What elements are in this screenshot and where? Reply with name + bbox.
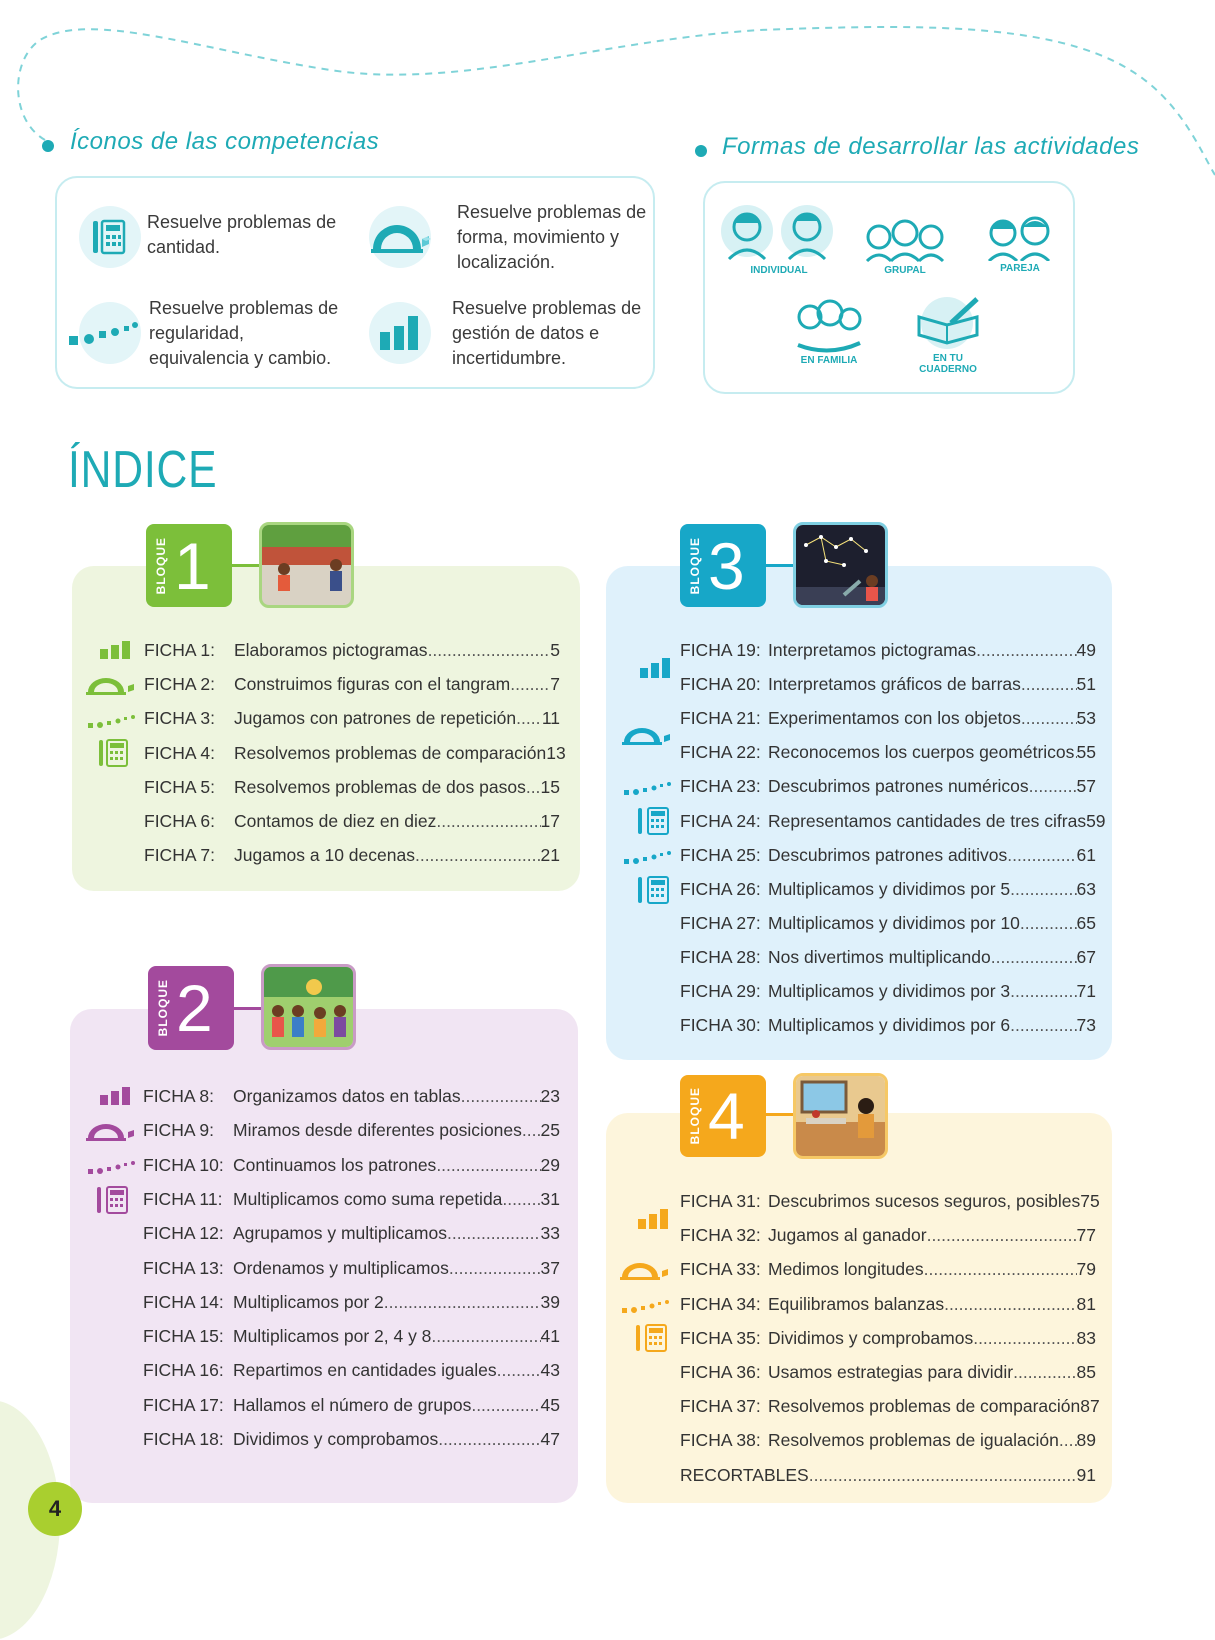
dot-leader — [1010, 1014, 1076, 1036]
ficha-title: Interpretamos pictogramas — [768, 640, 977, 660]
pattern-dots-icon — [624, 780, 676, 801]
ficha-label: FICHA 38: — [680, 1430, 761, 1451]
page-ref: 77 — [1076, 1225, 1096, 1246]
protractor-icon — [622, 726, 676, 751]
index-row — [144, 810, 560, 832]
ficha-label: FICHA 26: — [680, 878, 761, 899]
index-row — [680, 844, 1096, 866]
bar-chart-icon — [640, 658, 672, 683]
page-ref: 75 — [1080, 1191, 1100, 1211]
ficha-label: FICHA 2: — [144, 674, 215, 695]
ficha-label: FICHA 36: — [680, 1362, 761, 1382]
bloque-number: 1 — [174, 528, 211, 603]
dot-leader — [415, 844, 541, 866]
page-number: 4 — [28, 1482, 82, 1536]
ficha-title: Jugamos con patrones de repetición — [234, 708, 517, 729]
ficha-title: Dividimos y comprobamos — [233, 1429, 439, 1449]
ficha-title: Repartimos en cantidades iguales — [233, 1360, 497, 1381]
competencia-cantidad: Resuelve problemas de cantidad. — [147, 212, 337, 257]
index-row — [680, 1190, 1100, 1212]
pareja-figure — [983, 209, 1057, 274]
index-row — [143, 1222, 560, 1244]
index-row — [680, 1293, 1096, 1315]
ficha-title: Medimos longitudes — [768, 1259, 924, 1280]
bloque-label: BLOQUE — [688, 536, 702, 595]
index-row — [680, 1224, 1096, 1246]
calculator-icon — [638, 806, 674, 841]
page-ref: 13 — [546, 742, 566, 763]
page-ref: 45 — [540, 1394, 560, 1415]
index-row — [680, 1327, 1096, 1349]
index-row — [680, 775, 1096, 797]
index-row — [680, 673, 1096, 695]
ficha-title: Elaboramos pictogramas — [234, 640, 428, 660]
ficha-label: FICHA 9: — [143, 1120, 214, 1141]
calculator-icon — [97, 1185, 133, 1220]
bullet-dot — [42, 140, 54, 152]
ficha-label: FICHA 11: — [143, 1188, 223, 1209]
forma-cuaderno: EN TU CUADERNO — [919, 353, 977, 375]
dot-leader — [461, 1085, 541, 1107]
familia-figure — [793, 295, 865, 366]
page-ref: 53 — [1076, 708, 1096, 729]
index-row — [143, 1257, 560, 1279]
ficha-label: FICHA 6: — [144, 811, 215, 831]
page-ref: 81 — [1076, 1293, 1096, 1314]
ficha-title: Organizamos datos en tablas — [233, 1086, 461, 1106]
page-ref: 39 — [540, 1291, 560, 1312]
dot-leader — [1059, 1429, 1077, 1451]
page-ref: 31 — [540, 1188, 560, 1209]
dot-leader — [1020, 912, 1077, 934]
calculator-icon — [99, 738, 131, 773]
dot-leader — [384, 1291, 541, 1313]
ficha-label: FICHA 15: — [143, 1326, 224, 1347]
ficha-title: Contamos de diez en diez — [234, 811, 437, 831]
ficha-label: FICHA 21: — [680, 708, 761, 729]
badge-connector — [766, 1113, 794, 1116]
ficha-title: Resolvemos problemas de dos pasos — [234, 776, 526, 797]
ficha-label: FICHA 19: — [680, 640, 761, 660]
dot-leader — [510, 673, 550, 695]
dot-leader — [438, 1428, 540, 1450]
bloque-number: 3 — [708, 528, 745, 603]
forma-individual: INDIVIDUAL — [750, 265, 808, 276]
page-ref: 55 — [1076, 742, 1096, 763]
formas-title: Formas de desarrollar las actividades — [722, 133, 1140, 160]
ficha-title: Dividimos y comprobamos — [768, 1327, 974, 1348]
dot-leader — [502, 1188, 540, 1210]
index-row — [143, 1428, 560, 1450]
cuaderno-figure — [905, 295, 991, 375]
dot-leader — [516, 707, 542, 729]
pair-icon — [985, 209, 1055, 261]
ficha-title: Agrupamos y multiplicamos — [233, 1223, 447, 1244]
bloque-number: 2 — [176, 971, 213, 1045]
ficha-label: FICHA 5: — [144, 776, 215, 797]
page-ref: 11 — [541, 708, 560, 729]
dot-leader — [526, 776, 541, 798]
index-row — [143, 1154, 560, 1176]
ficha-title: Continuamos los patrones — [233, 1154, 437, 1175]
ficha-title: Resolvemos problemas de comparación — [234, 742, 547, 763]
ficha-title: Descubrimos patrones numéricos — [768, 776, 1029, 797]
ficha-title: Nos divertimos multiplicando — [768, 946, 991, 967]
dot-leader — [1010, 980, 1076, 1002]
ficha-title: Hallamos el número de grupos — [233, 1394, 472, 1415]
ficha-title: Representamos cantidades de tres cifras — [768, 810, 1087, 831]
page-ref: 5 — [550, 640, 560, 660]
ficha-label: FICHA 17: — [143, 1394, 224, 1415]
bloque-1-thumbnail — [259, 522, 354, 608]
bloque-3-badge — [680, 524, 766, 607]
forma-pareja: PAREJA — [1000, 263, 1040, 274]
page-ref: 71 — [1076, 981, 1096, 1001]
dot-leader — [924, 1258, 1077, 1280]
family-icon — [794, 295, 864, 353]
dot-leader — [991, 946, 1077, 968]
protractor-icon — [369, 206, 431, 268]
ficha-label: FICHA 4: — [144, 742, 215, 763]
ficha-title: Multiplicamos por 2 — [233, 1291, 384, 1312]
index-row — [144, 776, 560, 798]
dot-leader — [1021, 673, 1077, 695]
badge-connector — [766, 564, 794, 567]
index-row — [680, 912, 1096, 934]
ficha-label: FICHA 8: — [143, 1086, 214, 1106]
forma-familia: EN FAMILIA — [800, 355, 858, 366]
ficha-title: Descubrimos patrones aditivos — [768, 844, 1008, 865]
page-ref: 29 — [540, 1154, 560, 1175]
page-ref: 87 — [1080, 1396, 1100, 1417]
index-row — [680, 1258, 1096, 1280]
index-row — [144, 844, 560, 866]
bullet-dot — [695, 145, 707, 157]
competencia-datos: Resuelve problemas de gestión de datos e incertidumbre. — [452, 298, 642, 368]
page-ref: 83 — [1076, 1327, 1096, 1348]
ficha-label: FICHA 24: — [680, 810, 761, 831]
bloque-label: BLOQUE — [688, 1087, 702, 1145]
grupal-figure — [865, 213, 945, 276]
dot-leader — [1007, 844, 1076, 866]
index-row — [680, 707, 1096, 729]
index-row — [144, 639, 560, 661]
index-row — [680, 1361, 1096, 1383]
individual-figure — [719, 201, 839, 276]
page-ref: 43 — [540, 1360, 560, 1381]
dot-leader — [809, 1464, 1077, 1486]
ficha-title: Construimos figuras con el tangram — [234, 674, 511, 695]
dot-leader — [428, 639, 551, 661]
calculator-icon — [638, 875, 674, 910]
page-ref: 65 — [1076, 912, 1096, 933]
page-ref: 67 — [1076, 946, 1096, 967]
ficha-title: Interpretamos gráficos de barras — [768, 674, 1021, 695]
ficha-title: Experimentamos con los objetos — [768, 708, 1021, 729]
badge-connector — [232, 564, 260, 567]
ficha-label: FICHA 7: — [144, 845, 215, 866]
dot-leader — [447, 1222, 541, 1244]
bloque-1-badge — [146, 524, 232, 607]
notebook-icon — [911, 295, 985, 351]
dot-leader — [449, 1257, 541, 1279]
page-ref: 25 — [540, 1120, 560, 1141]
index-row — [143, 1325, 560, 1347]
ficha-label: FICHA 25: — [680, 844, 761, 865]
pattern-dots-icon — [79, 302, 141, 364]
ficha-label: FICHA 16: — [143, 1360, 224, 1381]
ficha-title: Multiplicamos por 2, 4 y 8 — [233, 1326, 432, 1347]
ficha-title: Multiplicamos y dividimos por 3 — [768, 981, 1011, 1001]
ficha-label: FICHA 29: — [680, 981, 761, 1001]
index-row — [680, 1014, 1096, 1036]
competencia-forma: Resuelve problemas de forma, movimiento y localización. — [457, 202, 647, 272]
page-ref: 51 — [1076, 674, 1096, 695]
ficha-title: Resolvemos problemas de comparación — [768, 1396, 1081, 1417]
dot-leader — [1021, 707, 1077, 729]
ficha-label: RECORTABLES — [680, 1464, 809, 1485]
ficha-title: Jugamos al ganador — [768, 1225, 927, 1246]
protractor-icon — [86, 1122, 140, 1147]
page-ref: 63 — [1076, 878, 1096, 899]
bar-chart-icon — [100, 641, 132, 664]
page-ref: 73 — [1076, 1015, 1096, 1036]
pattern-dots-icon — [88, 1159, 140, 1180]
index-row — [143, 1394, 560, 1416]
bar-chart-icon — [638, 1209, 670, 1234]
bar-chart-icon — [100, 1087, 132, 1110]
ficha-label: FICHA 31: — [680, 1191, 761, 1211]
forma-grupal: GRUPAL — [884, 265, 926, 276]
page-ref: 89 — [1076, 1430, 1096, 1451]
ficha-label: FICHA 18: — [143, 1429, 224, 1449]
page-ref: 17 — [540, 811, 560, 831]
index-row — [680, 980, 1096, 1002]
ficha-label: FICHA 35: — [680, 1327, 761, 1348]
dot-leader — [471, 1394, 540, 1416]
ficha-label: FICHA 37: — [680, 1396, 761, 1417]
ficha-title: Multiplicamos y dividimos por 5 — [768, 878, 1011, 899]
page-ref: 41 — [540, 1326, 560, 1347]
page-ref: 21 — [540, 845, 560, 866]
page-ref: 49 — [1076, 640, 1096, 660]
bar-chart-icon — [369, 302, 431, 364]
bloque-number: 4 — [708, 1079, 745, 1153]
ficha-title: Reconocemos los cuerpos geométricos — [768, 742, 1075, 763]
page-ref: 47 — [540, 1429, 560, 1449]
pattern-dots-icon — [88, 713, 140, 734]
dot-leader — [1010, 878, 1076, 900]
badge-connector — [234, 1007, 262, 1010]
ficha-label: FICHA 20: — [680, 674, 761, 695]
index-row — [680, 1429, 1096, 1451]
index-row — [143, 1291, 560, 1313]
dot-leader — [436, 810, 540, 832]
ficha-label: FICHA 13: — [143, 1257, 224, 1278]
ficha-title: Multiplicamos y dividimos por 6 — [768, 1015, 1011, 1036]
dot-leader — [431, 1325, 540, 1347]
ficha-title: Jugamos a 10 decenas — [234, 845, 415, 866]
page-ref: 61 — [1076, 844, 1096, 865]
decorative-dashed-curve — [0, 0, 1215, 200]
formas-card — [703, 181, 1075, 394]
index-row — [680, 878, 1096, 900]
ficha-label: FICHA 3: — [144, 708, 215, 729]
ficha-title: Usamos estrategias para dividir — [768, 1362, 1014, 1382]
calculator-icon — [636, 1323, 672, 1358]
dot-leader — [497, 1359, 541, 1381]
index-row — [680, 946, 1096, 968]
ficha-label: FICHA 14: — [143, 1291, 224, 1312]
page-ref: 59 — [1086, 810, 1106, 831]
index-row — [143, 1085, 560, 1107]
page-ref: 37 — [540, 1257, 560, 1278]
dot-leader — [1013, 1361, 1076, 1383]
index-row — [144, 673, 560, 695]
pattern-dots-icon — [624, 849, 676, 870]
ficha-label: FICHA 32: — [680, 1225, 761, 1246]
index-row — [144, 742, 566, 764]
index-row — [143, 1188, 560, 1210]
protractor-icon — [86, 676, 140, 701]
index-row — [680, 1464, 1096, 1486]
pattern-dots-icon — [622, 1298, 674, 1319]
index-row — [680, 639, 1096, 661]
calculator-icon — [79, 206, 141, 268]
dot-leader — [944, 1293, 1076, 1315]
bloque-4-badge — [680, 1075, 766, 1157]
index-row — [680, 810, 1106, 832]
page-ref: 15 — [540, 776, 560, 797]
dot-leader — [927, 1224, 1077, 1246]
bloque-2-badge — [148, 966, 234, 1050]
ficha-title: Ordenamos y multiplicamos — [233, 1257, 449, 1278]
ficha-label: FICHA 34: — [680, 1293, 761, 1314]
ficha-title: Equilibramos balanzas — [768, 1293, 945, 1314]
index-row — [143, 1119, 560, 1141]
page-ref: 23 — [540, 1086, 560, 1106]
dot-leader — [973, 1327, 1076, 1349]
bloque-2-thumbnail — [261, 964, 356, 1050]
ficha-label: FICHA 12: — [143, 1223, 224, 1244]
page-ref: 7 — [550, 674, 560, 695]
ficha-label: FICHA 10: — [143, 1154, 224, 1175]
bloque-label: BLOQUE — [156, 979, 170, 1037]
ficha-title: Miramos desde diferentes posiciones — [233, 1120, 522, 1141]
competencias-title: Íconos de las competencias — [70, 128, 380, 155]
ficha-label: FICHA 27: — [680, 912, 761, 933]
page-ref: 91 — [1076, 1464, 1096, 1485]
group-icon — [865, 213, 945, 263]
dot-leader — [976, 639, 1076, 661]
index-row — [144, 707, 560, 729]
ficha-title: Resolvemos problemas de igualación — [768, 1430, 1059, 1451]
ficha-title: Descubrimos sucesos seguros, posibles — [768, 1191, 1081, 1211]
ficha-label: FICHA 28: — [680, 946, 761, 967]
ficha-label: FICHA 22: — [680, 742, 761, 763]
competencias-card — [55, 176, 655, 389]
protractor-icon — [620, 1261, 674, 1286]
bloque-3-thumbnail — [793, 522, 888, 608]
page-ref: 33 — [540, 1223, 560, 1244]
ficha-title: Multiplicamos como suma repetida — [233, 1188, 503, 1209]
competencia-regularidad: Resuelve problemas de regularidad, equivalencia y cambio. — [149, 298, 339, 368]
page-ref: 57 — [1076, 776, 1096, 797]
page-ref: 79 — [1076, 1259, 1096, 1280]
ficha-label: FICHA 33: — [680, 1259, 761, 1280]
individual-icon — [719, 201, 839, 263]
indice-title: ÍNDICE — [68, 441, 218, 499]
ficha-label: FICHA 30: — [680, 1015, 761, 1036]
page-ref: 85 — [1076, 1362, 1096, 1382]
ficha-label: FICHA 1: — [144, 640, 215, 660]
index-row — [680, 1395, 1100, 1417]
bloque-label: BLOQUE — [154, 536, 168, 595]
index-row — [680, 741, 1096, 763]
index-row — [143, 1359, 560, 1381]
ficha-title: Multiplicamos y dividimos por 10 — [768, 912, 1020, 933]
dot-leader — [436, 1154, 540, 1176]
dot-leader — [522, 1119, 541, 1141]
dot-leader — [1029, 775, 1077, 797]
bloque-4-thumbnail — [793, 1073, 888, 1159]
ficha-label: FICHA 23: — [680, 776, 761, 797]
